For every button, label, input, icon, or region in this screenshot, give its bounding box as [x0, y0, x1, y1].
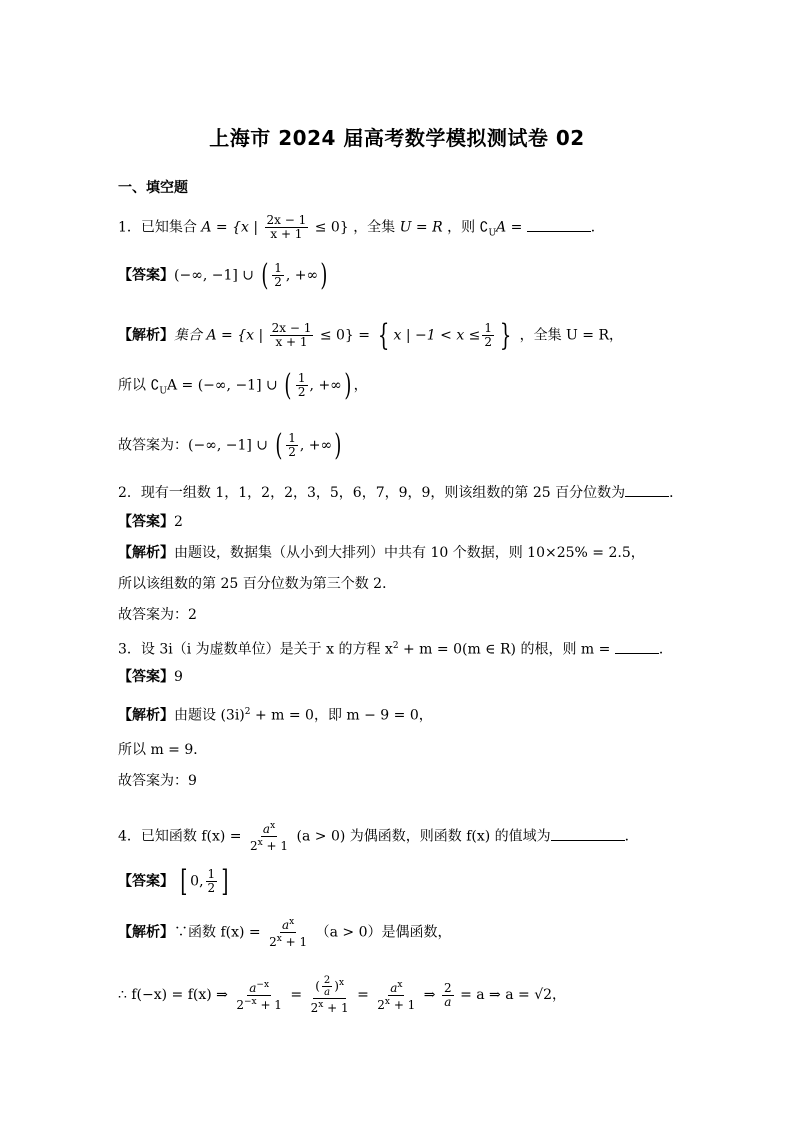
question-2: 2．现有一组数 1，1，2，2，3，5，6，7，9，9，则该组数的第 25 百分位数为 ．	[118, 482, 683, 503]
solution-2-line-3: 故答案为：2	[118, 607, 197, 623]
solution-4-line-2: ∴ f(−x) = f(x) ⇒ $\frac{a^{-x}}{2^{-x} + 1}$ = ( $\frac{2}{a}$ )$^x$ $2^x + 1$ = $\frac{a^x}{2^x + 1}$ ⇒ $\frac{2}{a}$ = a ⇒ a = √2，	[118, 975, 567, 1015]
page-title: 上海市 2024 届高考数学模拟测试卷 02	[209, 126, 585, 150]
solution-2-line-1: 【解析】由题设，数据集（从小到大排列）中共有 10 个数据，则 10×25% = 2.5，	[118, 545, 645, 561]
section-heading: 一、填空题	[118, 180, 188, 196]
solution-4-line-1: 【解析】∵函数 f(x) = $\frac{a^x}{2^x + 1}$ （a > 0）是偶函数，	[118, 917, 452, 949]
answer-3: 【答案】9	[118, 669, 183, 685]
question-4: 4．已知函数 f(x) = $\frac{a^x}{2^x + 1}$ (a > 0) 为偶函数，则函数 f(x) 的值域为 ．	[118, 821, 639, 853]
solution-2-line-2: 所以该组数的第 25 百分位数为第三个数 2．	[118, 576, 397, 592]
answer-blank	[625, 482, 669, 497]
solution-1-line-1: 【解析】集合 A = {x | $\frac{2x - 1}{x + 1}$ ≤ 0} = { x | −1 < x ≤ $\frac{1}{2}$ } ，全集 U = R，	[118, 317, 624, 353]
answer-blank	[551, 826, 625, 841]
solution-3-line-1: 【解析】由题设 $(3i)^2 + m = 0$，即 m − 9 = 0，	[118, 707, 433, 724]
solution-3-line-3: 故答案为：9	[118, 773, 197, 789]
solution-1-line-2: 所以 $∁_UA$ = (−∞, −1] ∪ ( $\frac{1}{2}$ , +∞) ，	[118, 367, 368, 403]
solution-1-line-3: 故答案为：(−∞, −1] ∪ ( $\frac{1}{2}$ , +∞)	[118, 427, 342, 463]
question-1: 1．已知集合 A = {x | $\frac{2x - 1}{x + 1}$ ≤ 0} ，全集 U = R ，则 $∁_UA$ = ．	[118, 213, 605, 241]
solution-3-line-2: 所以 m = 9．	[118, 742, 208, 758]
answer-blank	[527, 217, 591, 232]
answer-4: 【答案】 [ 0, $\frac{1}{2}$ ]	[118, 863, 229, 899]
answer-2: 【答案】2	[118, 514, 183, 530]
question-3: 3．设 3i（i 为虚数单位）是关于 x 的方程 $x^2 + m = 0(m$ ∈ R) 的根，则 m = ．	[118, 636, 673, 660]
answer-1: 【答案】(−∞, −1] ∪ ( $\frac{1}{2}$ , +∞)	[118, 257, 328, 293]
answer-blank	[615, 639, 659, 654]
